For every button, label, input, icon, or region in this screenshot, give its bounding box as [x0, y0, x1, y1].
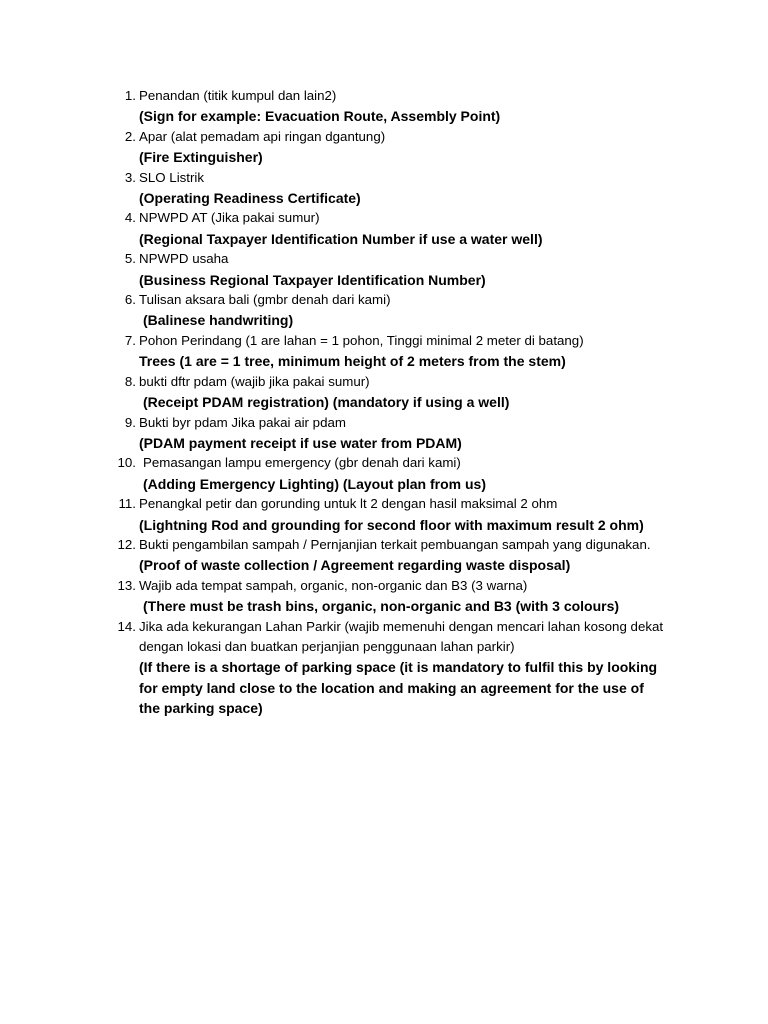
requirements-list — [108, 86, 668, 719]
item-number: 5. — [124, 251, 136, 267]
item-text-english: (Regional Taxpayer Identification Number if use a water well) — [139, 230, 543, 247]
list-item — [108, 127, 668, 168]
item-text-indonesian: NPWPD AT (Jika pakai sumur) — [139, 210, 320, 226]
item-number: 6. — [124, 292, 136, 308]
item-text-indonesian: Penangkal petir dan gorunding untuk lt 2 dengan hasil maksimal 2 ohm — [139, 496, 558, 512]
item-text-indonesian: bukti dftr pdam (wajib jika pakai sumur) — [139, 373, 370, 389]
item-number: 14. — [117, 618, 136, 634]
list-item — [108, 372, 668, 413]
item-text-indonesian: NPWPD usaha — [139, 251, 229, 267]
item-number: 12. — [117, 536, 136, 552]
item-text-indonesian: Wajib ada tempat sampah, organic, non-organic dan B3 (3 warna) — [139, 577, 528, 593]
item-text-indonesian: Jika ada kekurangan Lahan Parkir (wajib memenuhi dengan mencari lahan kosong dekat dengan lokasi dan buatkan perjanjian penggunaan lahan parkir) — [139, 618, 664, 654]
item-text-indonesian: Bukti pengambilan sampah / Pernjanjian terkait pembuangan sampah yang digunakan. — [139, 536, 651, 552]
list-item — [108, 576, 668, 617]
list-item — [108, 494, 668, 535]
item-text-indonesian: Pemasangan lampu emergency (gbr denah dari kami) — [143, 455, 461, 471]
item-number: 13. — [117, 577, 136, 593]
item-number: 8. — [124, 373, 136, 389]
item-text-english: (PDAM payment receipt if use water from PDAM) — [139, 434, 462, 451]
item-number: 2. — [124, 128, 136, 144]
list-item — [108, 535, 668, 576]
list-item — [108, 413, 668, 454]
item-text-indonesian: Pohon Perindang (1 are lahan = 1 pohon, Tinggi minimal 2 meter di batang) — [139, 332, 584, 348]
item-text-english: (Proof of waste collection / Agreement regarding waste disposal) — [139, 557, 571, 574]
list-item — [108, 290, 668, 331]
list-item — [108, 617, 668, 719]
item-number: 1. — [124, 88, 136, 103]
list-item — [108, 249, 668, 290]
item-text-indonesian: Tulisan aksara bali (gmbr denah dari kami) — [139, 292, 391, 308]
item-text-english: (Operating Readiness Certificate) — [139, 190, 361, 207]
list-item — [108, 86, 668, 127]
item-text-english: (Lightning Rod and grounding for second floor with maximum result 2 ohm) — [139, 516, 644, 533]
item-text-english: (There must be trash bins, organic, non-organic and B3 (with 3 colours) — [143, 598, 620, 615]
item-text-english: (Fire Extinguisher) — [139, 149, 263, 166]
item-number: 10. — [117, 455, 136, 471]
item-text-english: (Sign for example: Evacuation Route, Assembly Point) — [139, 108, 501, 125]
item-text-english: (Receipt PDAM registration) (mandatory if using a well) — [143, 394, 510, 411]
item-number: 3. — [124, 169, 136, 185]
item-text-english: Trees (1 are = 1 tree, minimum height of 2 meters from the stem) — [139, 353, 566, 370]
item-text-english: (Balinese handwriting) — [143, 312, 294, 329]
item-text-indonesian: Penandan (titik kumpul dan lain2) — [139, 88, 337, 103]
item-text-indonesian: SLO Listrik — [139, 169, 205, 185]
item-number: 7. — [124, 332, 136, 348]
item-text-english: (Adding Emergency Lighting) (Layout plan from us) — [143, 475, 486, 492]
item-text-indonesian: Bukti byr pdam Jika pakai air pdam — [139, 414, 346, 430]
item-text-indonesian: Apar (alat pemadam api ringan dgantung) — [139, 128, 386, 144]
list-item — [108, 208, 668, 249]
list-item — [108, 453, 668, 494]
list-item — [108, 168, 668, 209]
item-number: 11. — [118, 496, 136, 512]
item-text-english: (Business Regional Taxpayer Identification Number) — [139, 271, 486, 288]
item-number: 4. — [124, 210, 136, 226]
item-text-english: (If there is a shortage of parking space (it is mandatory to fulfil this by looking for empty land close to the location and making an agreement for the use of the parking space) — [139, 659, 658, 717]
list-item — [108, 331, 668, 372]
item-number: 9. — [124, 414, 136, 430]
